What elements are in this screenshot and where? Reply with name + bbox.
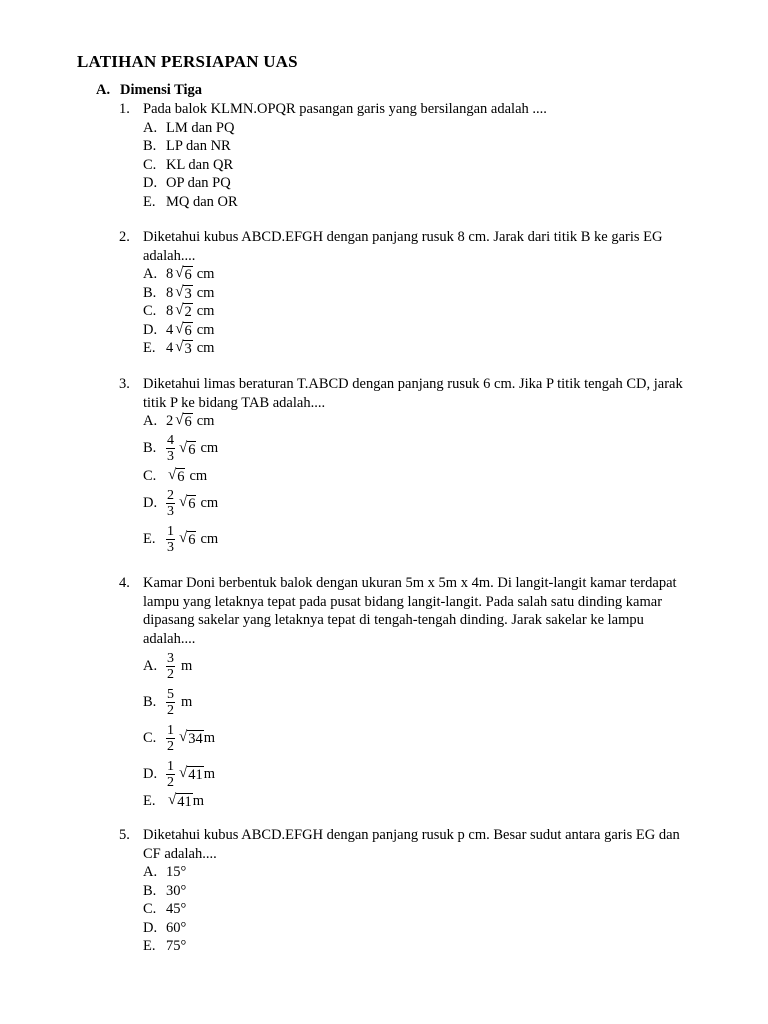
square-root [168, 791, 193, 811]
option-letter: E. [143, 193, 156, 210]
option-letter: B. [143, 284, 157, 301]
fraction-numerator: 2 [167, 487, 174, 503]
fraction-denominator: 2 [167, 774, 174, 790]
unit: cm [196, 413, 215, 429]
answer-option [143, 521, 699, 557]
answer-option [143, 485, 699, 521]
option-letter: A. [143, 119, 158, 136]
radicand: 2 [184, 304, 192, 321]
option-letter: A. [143, 266, 158, 282]
fraction-numerator: 5 [167, 686, 174, 702]
unit: m [181, 657, 193, 674]
radicand: 3 [184, 285, 192, 302]
square-root [175, 320, 192, 340]
answer-option [143, 193, 699, 212]
fraction [166, 488, 175, 519]
option-value [166, 301, 214, 321]
unit: m [192, 793, 205, 809]
question-stem [119, 375, 699, 412]
option-value: KL dan QR [166, 156, 234, 173]
radicand: 6 [188, 496, 196, 512]
fraction [166, 687, 175, 718]
square-root [179, 529, 196, 549]
option-value [166, 651, 192, 682]
option-value: 45° [166, 901, 187, 917]
fraction-denominator: 3 [167, 449, 174, 464]
option-value: 30° [166, 882, 187, 899]
unit: m [181, 693, 193, 710]
section-heading [96, 82, 202, 99]
fraction-denominator: 3 [167, 503, 174, 519]
option-letter: D. [143, 494, 158, 511]
coefficient: 8 [166, 266, 174, 282]
answer-option [143, 412, 699, 431]
fraction-numerator: 3 [167, 650, 174, 666]
question-text: Diketahui limas beraturan T.ABCD dengan panjang rusuk 6 cm. Jika P titik tengah CD, jarak titik P ke bidang TAB adalah.... [143, 376, 683, 411]
option-value [166, 411, 214, 431]
option-letter: E. [143, 340, 156, 356]
option-letter: D. [143, 321, 158, 338]
question-text: Kamar Doni berbentuk balok dengan ukuran 5m x 5m x 4m. Di langit-langit kamar terdapat lampu yang letaknya tepat pada pusat bidang langit-langit. Pada salah satu dinding kamar dipasang sakelar yang letaknya tepat di tengah-tengah dinding. Jarak sakelar ke lampu adalah.... [143, 575, 677, 647]
square-root [175, 411, 192, 431]
fraction [166, 524, 175, 555]
option-value [166, 283, 214, 303]
option-value [166, 264, 214, 284]
answer-option [143, 919, 699, 938]
answer-option [143, 265, 699, 284]
page-title: LATIHAN PERSIAPAN UAS [77, 52, 298, 71]
answer-option [143, 882, 699, 901]
option-value: OP dan PQ [166, 175, 231, 191]
fraction-denominator: 2 [167, 738, 174, 754]
option-letter: E. [143, 938, 156, 954]
option-value [166, 759, 215, 790]
question-text: Diketahui kubus ABCD.EFGH dengan panjang rusuk 8 cm. Jarak dari titik B ke garis EG adalah.... [143, 229, 663, 264]
answer-option [143, 792, 699, 811]
square-root [179, 764, 204, 784]
option-value [166, 488, 218, 519]
option-value [166, 320, 214, 340]
fraction-numerator: 1 [167, 523, 174, 539]
fraction [166, 723, 175, 754]
radical-sign-icon: √ [175, 339, 184, 356]
question-number: 4. [119, 575, 130, 591]
radical-sign-icon: √ [175, 302, 184, 319]
answer-option [143, 863, 699, 882]
option-value [166, 338, 214, 358]
radicand: 6 [184, 267, 192, 284]
radical-sign-icon: √ [179, 729, 188, 745]
radical-sign-icon: √ [179, 439, 188, 456]
question-stem [119, 574, 699, 648]
radical-sign-icon: √ [175, 283, 184, 300]
fraction [166, 759, 175, 790]
option-letter: D. [143, 175, 158, 191]
answer-option [143, 156, 699, 175]
answer-option [143, 900, 699, 919]
fraction [166, 433, 175, 464]
coefficient: 2 [166, 413, 174, 429]
radical-sign-icon: √ [168, 792, 177, 809]
option-letter: A. [143, 657, 158, 674]
unit: cm [196, 284, 215, 301]
option-value: LP dan NR [166, 138, 231, 154]
unit: cm [200, 494, 219, 511]
option-value [166, 687, 192, 718]
option-letter: B. [143, 693, 157, 710]
unit: cm [196, 321, 215, 338]
square-root [175, 301, 192, 321]
fraction-numerator: 1 [167, 758, 174, 774]
section-name: Dimensi Tiga [120, 82, 203, 98]
option-letter: C. [143, 729, 157, 746]
option-letter: C. [143, 303, 157, 319]
question-4 [119, 574, 699, 811]
square-root [175, 264, 192, 284]
answer-option [143, 302, 699, 321]
fraction-denominator: 2 [167, 666, 174, 682]
square-root [168, 466, 185, 486]
fraction-denominator: 3 [167, 539, 174, 555]
section-letter: A. [96, 82, 111, 98]
square-root [179, 728, 204, 748]
question-text: Diketahui kubus ABCD.EFGH dengan panjang rusuk p cm. Besar sudut antara garis EG dan CF adalah.... [143, 827, 680, 862]
radicand: 34 [188, 731, 203, 747]
radical-sign-icon: √ [175, 412, 184, 429]
option-letter: C. [143, 156, 157, 173]
unit: cm [200, 440, 219, 457]
option-value [166, 723, 215, 754]
unit: cm [189, 467, 208, 484]
question-3 [119, 375, 699, 557]
square-root [179, 493, 196, 513]
option-letter: C. [143, 467, 157, 484]
answer-option [143, 284, 699, 303]
option-letter: B. [143, 882, 157, 899]
fraction-numerator: 4 [167, 433, 174, 448]
option-value: 60° [166, 919, 187, 936]
answer-option [143, 467, 699, 486]
answer-option [143, 119, 699, 138]
coefficient: 8 [166, 303, 174, 319]
answer-option [143, 137, 699, 156]
question-2 [119, 228, 699, 358]
fraction-denominator: 2 [167, 702, 174, 718]
answer-option [143, 937, 699, 956]
question-number: 3. [119, 376, 130, 392]
fraction-numerator: 1 [167, 722, 174, 738]
coefficient: 4 [166, 340, 174, 356]
question-stem [119, 100, 699, 119]
option-letter: E. [143, 530, 156, 547]
question-1 [119, 100, 699, 211]
fraction [166, 651, 175, 682]
radical-sign-icon: √ [179, 765, 188, 781]
square-root [175, 283, 192, 303]
coefficient: 8 [166, 284, 174, 301]
radical-sign-icon: √ [175, 265, 184, 282]
option-value [166, 524, 218, 555]
question-stem [119, 826, 699, 863]
radical-sign-icon: √ [179, 530, 188, 546]
radicand: 3 [184, 341, 192, 358]
option-value: MQ dan OR [166, 193, 238, 210]
question-number: 1. [119, 101, 130, 117]
unit: m [203, 729, 216, 746]
option-letter: D. [143, 919, 158, 936]
option-letter: A. [143, 864, 158, 880]
radicand: 41 [177, 794, 192, 811]
option-value: 75° [166, 938, 187, 954]
option-value [166, 791, 204, 811]
answer-option [143, 431, 699, 467]
radical-sign-icon: √ [168, 466, 177, 483]
option-value [166, 433, 218, 464]
option-letter: B. [143, 440, 157, 457]
question-number: 5. [119, 827, 130, 843]
radicand: 6 [184, 414, 192, 431]
answer-option [143, 756, 699, 792]
unit: cm [196, 303, 215, 319]
radicand: 6 [177, 468, 185, 485]
answer-option [143, 174, 699, 193]
answer-option [143, 321, 699, 340]
radicand: 6 [188, 532, 196, 548]
option-letter: D. [143, 765, 158, 782]
option-letter: B. [143, 138, 157, 154]
question-number: 2. [119, 229, 130, 245]
radicand: 6 [184, 322, 192, 339]
answer-option [143, 648, 699, 684]
square-root [175, 338, 192, 358]
question-text: Pada balok KLMN.OPQR pasangan garis yang bersilangan adalah .... [143, 101, 547, 117]
option-value [166, 466, 207, 486]
option-letter: C. [143, 901, 157, 917]
radical-sign-icon: √ [179, 494, 188, 510]
unit: cm [196, 340, 215, 356]
unit: cm [196, 266, 215, 282]
unit: m [203, 765, 216, 782]
option-letter: E. [143, 793, 156, 809]
square-root [179, 439, 196, 459]
radicand: 6 [188, 441, 196, 458]
coefficient: 4 [166, 321, 174, 338]
option-letter: A. [143, 413, 158, 429]
question-5 [119, 826, 699, 956]
unit: cm [200, 530, 219, 547]
answer-option [143, 720, 699, 756]
radical-sign-icon: √ [175, 320, 184, 337]
option-value: LM dan PQ [166, 119, 235, 136]
question-stem [119, 228, 699, 265]
answer-option [143, 339, 699, 358]
radicand: 41 [188, 767, 203, 783]
option-value: 15° [166, 864, 187, 880]
answer-option [143, 684, 699, 720]
